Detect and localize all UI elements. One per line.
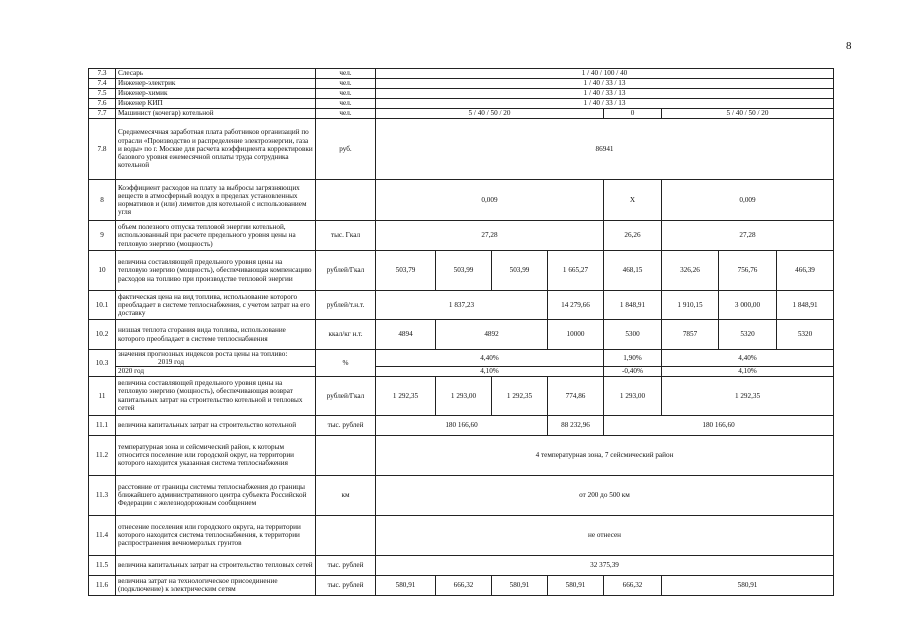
parameter-name: объем полезного отпуска тепловой энергии котельной, использованный при расчете предельного уровня цены на тепловую энергию (мощность) <box>116 221 316 251</box>
row-number: 11.4 <box>89 515 116 555</box>
table-row-11-4 <box>89 515 834 555</box>
parameter-name: величина капитальных затрат на строительство тепловых сетей <box>116 555 316 575</box>
value-cell: 86941 <box>376 119 834 180</box>
value-cell: 580,91 <box>376 575 436 595</box>
value-cell: 5320 <box>777 320 834 350</box>
row-number: 11.6 <box>89 575 116 595</box>
table-row-11-2 <box>89 435 834 475</box>
value-cell: 4,40% <box>376 350 604 367</box>
table-row-11-6 <box>89 575 834 595</box>
unit-cell: км <box>316 475 376 515</box>
parameter-name: Машинист (кочегар) котельной <box>116 109 316 119</box>
unit-cell: чел. <box>316 99 376 109</box>
table-row-10-2 <box>89 320 834 350</box>
value-cell: -0,40% <box>604 367 662 376</box>
value-cell: 4,10% <box>662 367 834 376</box>
row-number: 11.2 <box>89 435 116 475</box>
unit-cell: тыс. рублей <box>316 575 376 595</box>
value-cell: 0,009 <box>662 180 834 221</box>
row-number: 10 <box>89 251 116 291</box>
table-row-7-8 <box>89 119 834 180</box>
value-cell: 503,79 <box>376 251 436 291</box>
value-cell: не отнесен <box>376 515 834 555</box>
parameter-name: низшая теплота сгорания вида топлива, использование которого преобладает в системе теплоснабжения <box>116 320 316 350</box>
unit-cell: руб. <box>316 119 376 180</box>
value-cell: 14 279,66 <box>548 291 604 320</box>
value-cell: 1 / 40 / 100 / 40 <box>376 69 834 79</box>
row-number: 10.1 <box>89 291 116 320</box>
parameter-name: Среднемесячная заработная плата работников организаций по отрасли «Производство и распределение электроэнергии, газа и воды» по г. Москве для расчета коэффициента корректировки базового уровня ежемесячной оплаты труда сотрудника котельной <box>116 119 316 180</box>
parameter-text: значения прогнозных индексов роста цены на топливо: <box>118 350 288 358</box>
value-cell: 27,28 <box>376 221 604 251</box>
parameter-name: Инженер КИП <box>116 99 316 109</box>
unit-cell <box>316 515 376 555</box>
value-cell: 666,32 <box>436 575 492 595</box>
value-cell: 180 166,60 <box>376 415 548 435</box>
parameter-name: величина затрат на технологическое присоединение (подключение) к электрическим сетям <box>116 575 316 595</box>
table-row-7-4 <box>89 79 834 89</box>
unit-cell: рублей/т.н.т. <box>316 291 376 320</box>
value-cell: 3 000,00 <box>719 291 777 320</box>
row-number: 8 <box>89 180 116 221</box>
tariff-parameters-table <box>88 68 834 596</box>
parameter-name: величина составляющей предельного уровня цены на тепловую энергию (мощность), обеспечивающая компенсацию расходов на топливо при производстве тепловой энергии <box>116 251 316 291</box>
value-cell: 5 / 40 / 50 / 20 <box>376 109 604 119</box>
unit-cell: чел. <box>316 89 376 99</box>
value-cell: 468,15 <box>604 251 662 291</box>
table-row-8 <box>89 180 834 221</box>
value-cell: 580,91 <box>662 575 834 595</box>
value-cell: от 200 до 500 км <box>376 475 834 515</box>
unit-cell: рублей/Гкал <box>316 251 376 291</box>
value-cell: 1 292,35 <box>662 376 834 415</box>
row-number: 11.3 <box>89 475 116 515</box>
value-cell: 580,91 <box>492 575 548 595</box>
value-cell: 32 375,39 <box>376 555 834 575</box>
value-cell: 0,009 <box>376 180 604 221</box>
parameter-name: величина капитальных затрат на строительство котельной <box>116 415 316 435</box>
unit-cell: тыс. рублей <box>316 415 376 435</box>
table-row-11-5 <box>89 555 834 575</box>
table-row-11 <box>89 376 834 415</box>
parameter-name: величина составляющей предельного уровня цены на тепловую энергию (мощность), обеспечивающая возврат капитальных затрат на строительство котельной и тепловых сетей <box>116 376 316 415</box>
value-cell: 4894 <box>376 320 436 350</box>
unit-cell: рублей/Гкал <box>316 376 376 415</box>
value-cell: 774,86 <box>548 376 604 415</box>
row-number: 11.5 <box>89 555 116 575</box>
row-number: 10.3 <box>89 350 116 377</box>
value-cell: 88 232,96 <box>548 415 604 435</box>
table-row-10-1 <box>89 291 834 320</box>
unit-cell: чел. <box>316 69 376 79</box>
unit-cell <box>316 435 376 475</box>
value-cell: 4,10% <box>376 367 604 376</box>
table-row-10-3-year1 <box>89 350 834 367</box>
unit-cell: чел. <box>316 79 376 89</box>
value-cell: 1 / 40 / 33 / 13 <box>376 89 834 99</box>
value-cell: 7857 <box>662 320 719 350</box>
value-cell: 1 837,23 <box>376 291 548 320</box>
value-cell: 5300 <box>604 320 662 350</box>
row-number: 7.6 <box>89 99 116 109</box>
row-number: 7.4 <box>89 79 116 89</box>
parameter-name: Коэффициент расходов на плату за выбросы загрязняющих веществ в атмосферный воздух в пределах установленных нормативов и (или) лимитов для котельной с использованием угля <box>116 180 316 221</box>
row-number: 11 <box>89 376 116 415</box>
value-cell: 1,90% <box>604 350 662 367</box>
year-label: 2020 год <box>116 367 316 376</box>
value-cell: 666,32 <box>604 575 662 595</box>
row-number: 9 <box>89 221 116 251</box>
value-cell: 10000 <box>548 320 604 350</box>
value-cell: 1 910,15 <box>662 291 719 320</box>
unit-cell: тыс. рублей <box>316 555 376 575</box>
value-cell: 4 температурная зона, 7 сейсмический район <box>376 435 834 475</box>
value-cell: 503,99 <box>436 251 492 291</box>
table-row-11-1 <box>89 415 834 435</box>
parameter-name: температурная зона и сейсмический район, к которым относится поселение или городской округ, на территории которого находится указанная система теплоснабжения <box>116 435 316 475</box>
parameter-name: Инженер-химик <box>116 89 316 99</box>
value-cell: 756,76 <box>719 251 777 291</box>
unit-cell: чел. <box>316 109 376 119</box>
table-row-11-3 <box>89 475 834 515</box>
row-number: 11.1 <box>89 415 116 435</box>
value-cell: 0 <box>604 109 662 119</box>
row-number: 7.7 <box>89 109 116 119</box>
value-cell: 5320 <box>719 320 777 350</box>
table-row-7-3 <box>89 69 834 79</box>
value-cell: 4,40% <box>662 350 834 367</box>
table-row-10-3-year2 <box>89 367 834 376</box>
unit-cell: ккал/кг н.т. <box>316 320 376 350</box>
parameter-name: отнесение поселения или городского округа, на территории которого находится система теплоснабжения, к территории распространения вечномерзлых грунтов <box>116 515 316 555</box>
row-number: 7.8 <box>89 119 116 180</box>
value-cell: 1 / 40 / 33 / 13 <box>376 79 834 89</box>
value-cell: 1 848,91 <box>777 291 834 320</box>
table-row-9 <box>89 221 834 251</box>
row-number: 7.5 <box>89 89 116 99</box>
unit-cell: % <box>316 350 376 377</box>
unit-cell: тыс. Гкал <box>316 221 376 251</box>
row-number: 7.3 <box>89 69 116 79</box>
unit-cell <box>316 180 376 221</box>
value-cell: 1 665,27 <box>548 251 604 291</box>
value-cell: 503,99 <box>492 251 548 291</box>
value-cell: 466,39 <box>777 251 834 291</box>
parameter-name: Слесарь <box>116 69 316 79</box>
table-row-7-6 <box>89 99 834 109</box>
parameter-name: фактическая цена на вид топлива, использование которого преобладает в системе теплоснабжения, с учетом затрат на его доставку <box>116 291 316 320</box>
value-cell: 1 292,35 <box>492 376 548 415</box>
value-cell: 326,26 <box>662 251 719 291</box>
table-row-7-5 <box>89 89 834 99</box>
value-cell: X <box>604 180 662 221</box>
value-cell: 1 848,91 <box>604 291 662 320</box>
value-cell: 26,26 <box>604 221 662 251</box>
value-cell: 1 292,35 <box>376 376 436 415</box>
page-number: 8 <box>846 40 852 52</box>
value-cell: 5 / 40 / 50 / 20 <box>662 109 834 119</box>
value-cell: 180 166,60 <box>604 415 834 435</box>
parameter-name: расстояние от границы системы теплоснабжения до границы ближайшего административного центра субъекта Российской Федерации с железнодорожным сообщением <box>116 475 316 515</box>
year-label: 2019 год <box>158 358 184 367</box>
value-cell: 1 293,00 <box>604 376 662 415</box>
parameter-name: Инженер-электрик <box>116 79 316 89</box>
parameter-name <box>116 350 316 367</box>
value-cell: 27,28 <box>662 221 834 251</box>
value-cell: 4892 <box>436 320 548 350</box>
value-cell: 1 / 40 / 33 / 13 <box>376 99 834 109</box>
table-row-7-7 <box>89 109 834 119</box>
value-cell: 580,91 <box>548 575 604 595</box>
table-row-10 <box>89 251 834 291</box>
value-cell: 1 293,00 <box>436 376 492 415</box>
row-number: 10.2 <box>89 320 116 350</box>
